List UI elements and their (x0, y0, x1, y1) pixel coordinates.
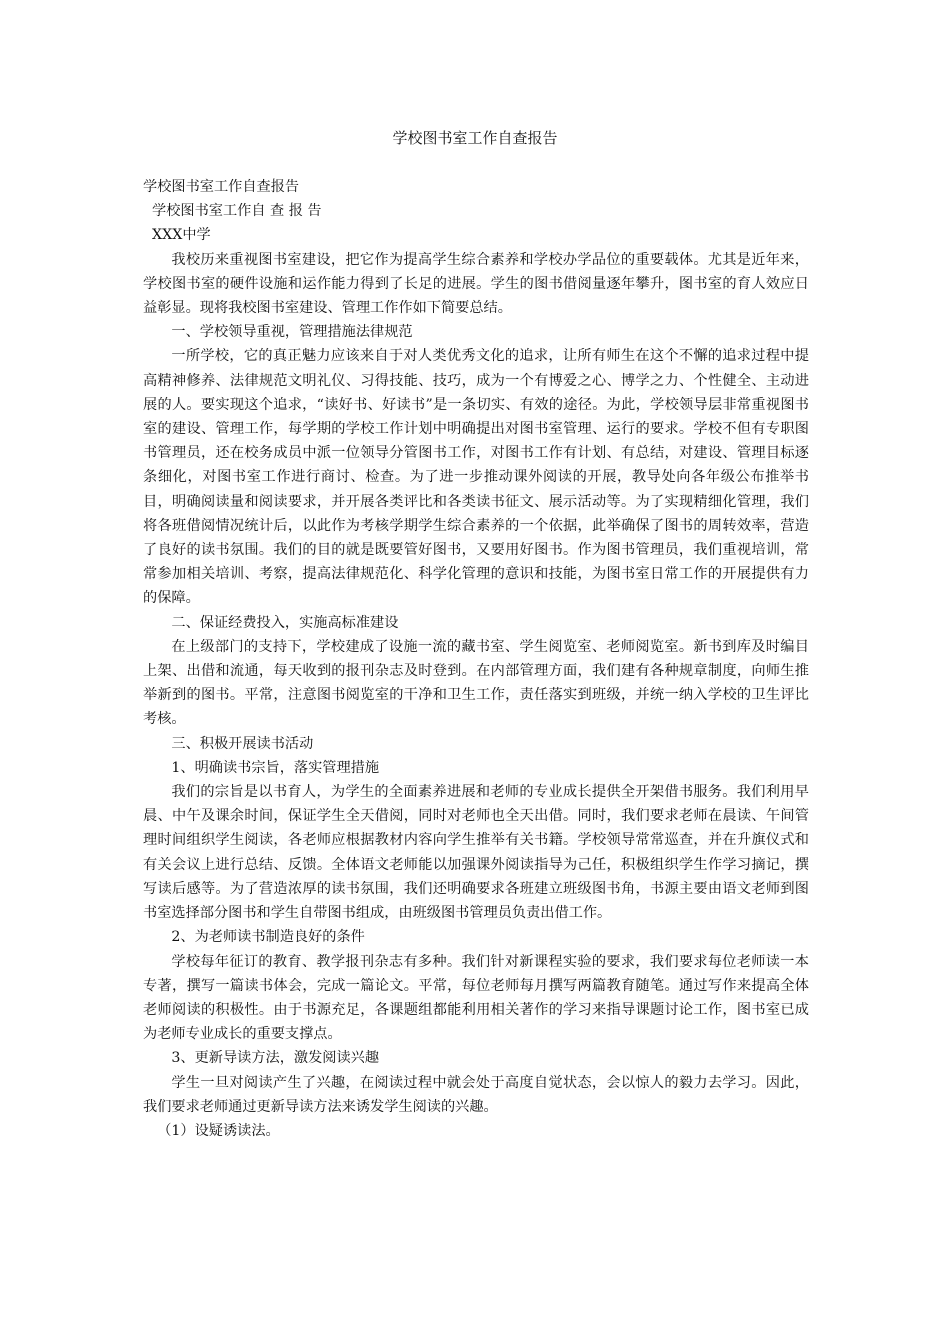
subheading-3-1: 1、明确读书宗旨，落实管理措施 (171, 759, 380, 776)
paragraph-3-3: 学生一旦对阅读产生了兴趣，在阅读过程中就会处于高度自觉状态，会以惊人的毅力去学习。因此，我们要求老师通过更新导读方法来诱发学生阅读的兴趣。 (143, 1074, 809, 1115)
header-line-subtitle: 学校图书室工作自 查 报 告 (143, 203, 322, 220)
section-heading-2: 二、保证经费投入，实施高标准建设 (171, 614, 399, 631)
list-item-method-1: （1）设疑诱读法。 (157, 1122, 280, 1139)
header-line-school: XXX中学 (143, 227, 211, 244)
document-body (143, 175, 809, 1143)
paragraph-3-2: 学校每年征订的教育、教学报刊杂志有多种。我们针对新课程实验的要求，我们要求每位老师读一本专著，撰写一篇读书体会，完成一篇论文。平常，每位老师每月撰写两篇教育随笔。通过写作来提高全体老师阅读的积极性。由于书源充足，各课题组都能利用相关著作的学习来指导课题讨论工作，图书室已成为老师专业成长的重要支撑点。 (143, 953, 809, 1043)
paragraph-3-1: 我们的宗旨是以书育人，为学生的全面素养进展和老师的专业成长提供全开架借书服务。我们利用早晨、中午及课余时间，保证学生全天借阅，同时对老师也全天出借。同时，我们要求老师在晨读、午间管理时间组织学生阅读，各老师应根据教材内容向学生推举有关书籍。学校领导常常巡查，并在升旗仪式和有关会议上进行总结、反馈。全体语文老师能以加强课外阅读指导为己任，积极组织学生作学习摘记，撰写读后感等。为了营造浓厚的读书氛围，我们还明确要求各班建立班级图书角，书源主要由语文老师到图书室选择部分图书和学生自带图书组成，由班级图书管理员负责出借工作。 (143, 784, 809, 922)
section-heading-1: 一、学校领导重视，管理措施法律规范 (171, 324, 413, 341)
paragraph-section-1: 一所学校，它的真正魅力应该来自于对人类优秀文化的追求，让所有师生在这个不懈的追求过程中提高精神修养、法律规范文明礼仪、习得技能、技巧，成为一个有博爱之心、博学之力、个性健全、主动进展的人。要实现这个追求，“读好书、好读书”是一条切实、有效的途径。为此，学校领导层非常重视图书室的建设、管理工作，每学期的学校工作计划中明确提出对图书室管理、运行的要求。学校不但有专职图书管理员，还在校务成员中派一位领导分管图书工作，对图书工作有计划、有总结，对建设、管理目标逐条细化，对图书室工作进行商讨、检查。为了进一步推动课外阅读的开展，教导处向各年级公布推举书目，明确阅读量和阅读要求，并开展各类评比和各类读书征文、展示活动等。为了实现精细化管理，我们将各班借阅情况统计后，以此作为考核学期学生综合素养的一个依据，此举确保了图书的周转效率，营造了良好的读书氛围。我们的目的就是既要管好图书，又要用好图书。作为图书管理员，我们重视培训，常常参加相关培训、考察，提高法律规范化、科学化管理的意识和技能，为图书室日常工作的开展提供有力的保障。 (143, 348, 809, 607)
section-heading-3: 三、积极开展读书活动 (171, 735, 314, 752)
paragraph-intro: 我校历来重视图书室建设，把它作为提高学生综合素养和学校办学品位的重要载体。尤其是近年来，学校图书室的硬件设施和运作能力得到了长足的进展。学生的图书借阅量逐年攀升，图书室的育人效应日益彰显。现将我校图书室建设、管理工作作如下简要总结。 (143, 251, 809, 317)
paragraph-section-2: 在上级部门的支持下，学校建成了设施一流的藏书室、学生阅览室、老师阅览室。新书到库及时编目上架、出借和流通，每天收到的报刊杂志及时登到。在内部管理方面，我们建有各种规章制度，向师生推举新到的图书。平常，注意图书阅览室的干净和卫生工作，责任落实到班级，并统一纳入学校的卫生评比考核。 (143, 638, 809, 728)
subheading-3-3: 3、更新导读方法，激发阅读兴趣 (171, 1050, 380, 1067)
document-title: 学校图书室工作自查报告 (392, 129, 558, 147)
header-line-title: 学校图书室工作自查报告 (143, 179, 300, 195)
subheading-3-2: 2、为老师读书制造良好的条件 (171, 929, 365, 946)
